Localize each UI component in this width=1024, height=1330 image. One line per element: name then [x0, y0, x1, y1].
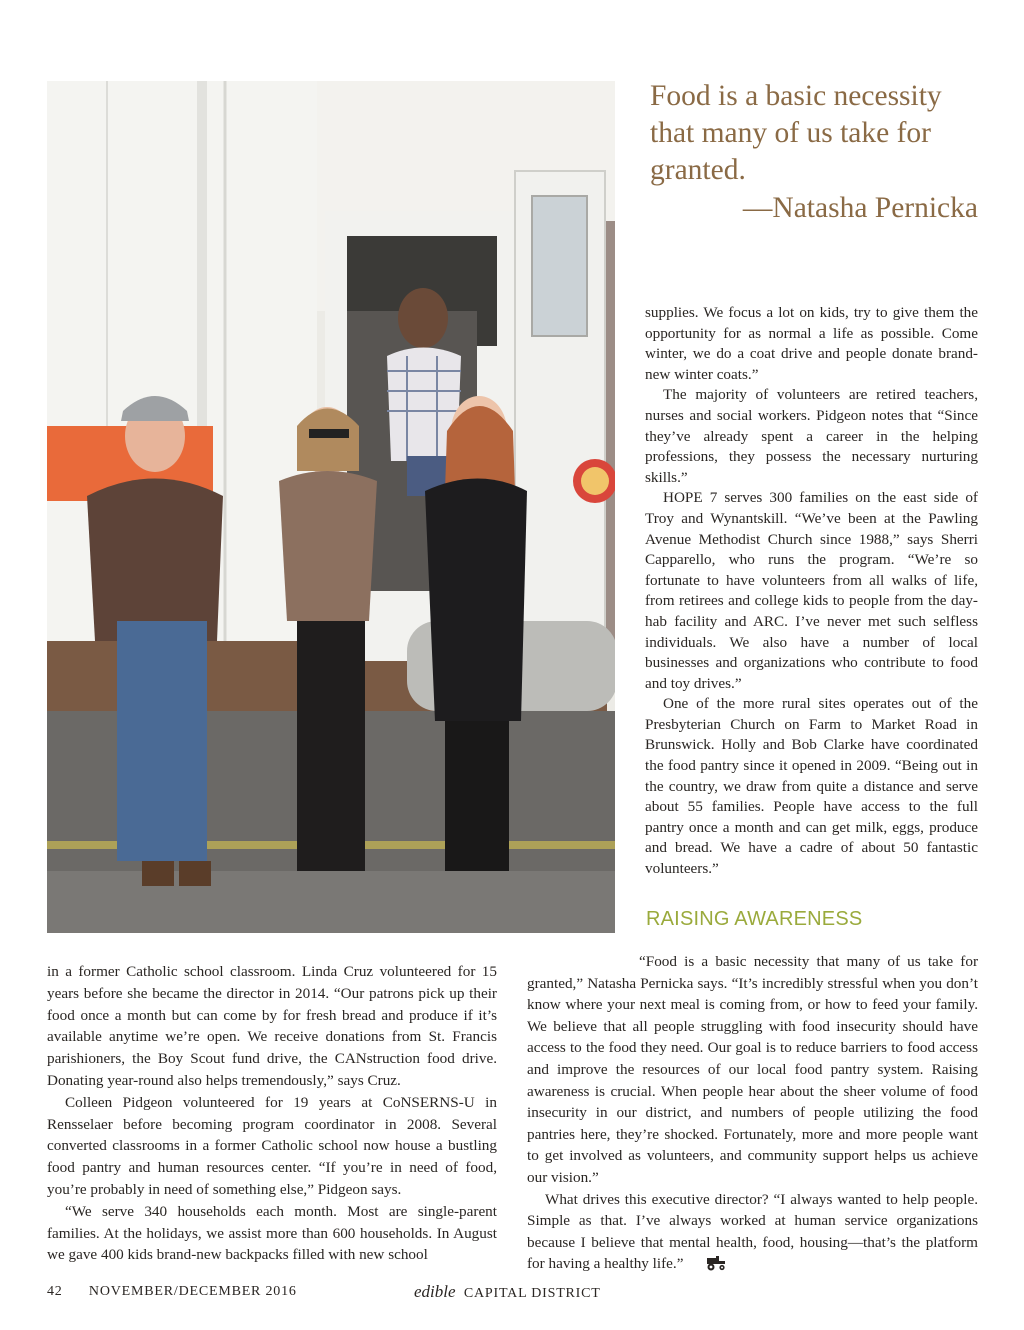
magazine-name [414, 1282, 601, 1302]
right-column [645, 303, 978, 880]
paragraph: The majority of volunteers are retired teachers, nurses and social workers. Pidgeon notes that “Since they’ve already spent a career in the helping professions, they possess the necessary nurturing skills.” [645, 386, 978, 486]
paragraph: HOPE 7 serves 300 families on the east side of Troy and Wynantskill. “We’ve been at the Pawling Avenue Methodist Church since 1988,” says Sherri Capparello, who runs the program. “We’re so fortunate to have volunteers from all walks of life, from retirees and college kids to people from the day-hab facility and ARC. I’ve never met such selfless individuals. We also have a number of local businesses and organizations who contribute to food and toy drives.” [645, 489, 978, 692]
paragraph: One of the more rural sites operates out of the Presbyterian Church on Farm to Market Road in Brunswick. Holly and Bob Clarke have coordinated the food pantry since it opened in 2009. “Being out in the country, we draw from quite a distance and serve about 55 families. People have access to the full pantry once a month and can get milk, eggs, produce and bread. We have a cadre of about 50 fantastic volunteers.” [645, 695, 978, 878]
paragraph-text: What drives this executive director? “I always wanted to help people. Simple as that. I’ve always worked at human service organizations because I believe that mental health, food, housing—that’s the platform for having a healthy life.” [527, 1190, 978, 1273]
feature-photo [47, 81, 615, 933]
pull-quote [650, 78, 990, 227]
issue-date: NOVEMBER/DECEMBER 2016 [88, 1284, 297, 1299]
page-number: 42 [47, 1284, 63, 1299]
pull-quote-text: Food is a basic necessity that many of us take for granted. [650, 80, 942, 186]
left-column [47, 961, 497, 1266]
paragraph-final [527, 1189, 978, 1278]
volunteers-truck-illustration [47, 81, 615, 933]
paragraph: “We serve 340 households each month. Most are single-parent families. At the holidays, we assist more than 600 households. In August we gave 400 kids brand-new backpacks filled with new school [47, 1202, 497, 1264]
middle-column [527, 951, 978, 1278]
pull-quote-attribution: —Natasha Pernicka [742, 192, 978, 224]
paragraph: Colleen Pidgeon volunteered for 19 years at CoNSERNS-U in Rensselaer before becoming program coordinator in 2008. Several converted classrooms in a former Catholic school now house a bustling food pantry and human resources center. “If you’re in need of food, you’re probably in need of something else,” Pidgeon says. [47, 1093, 497, 1198]
magazine-region: CAPITAL DISTRICT [463, 1286, 601, 1301]
magazine-brand: edible [414, 1282, 456, 1301]
section-heading: RAISING AWARENESS [646, 908, 863, 930]
tractor-icon [687, 1255, 727, 1278]
paragraph: “Food is a basic necessity that many of us take for granted,” Natasha Pernicka says. “It’s incredibly stressful when you don’t know where your next meal is coming from, or how to feed your family. We believe that all people struggling with food insecurity should have access to the food they need. Our goal is to reduce barriers to food access and improve the resources of our local food pantry system. Raising awareness is crucial. When people hear about the sheer volume of food insecurity in our district, and numbers of people utilizing the food pantries here, they’re shocked. Fortunately, more and more people want to get involved as volunteers, and community support helps us achieve our vision.” [527, 953, 978, 1186]
paragraph: in a former Catholic school classroom. Linda Cruz volunteered for 15 years before she became the director in 2014. “Our patrons pick up their food once a month but can come by for fresh bread and produce if it’s available anytime we’re open. We receive donations from St. Francis parishioners, the Boy Scout fund drive, the CANstruction food drive. Donating year-round also helps tremendously,” says Cruz. [47, 963, 497, 1089]
paragraph: supplies. We focus a lot on kids, try to give them the opportunity for as normal a life as possible. Come winter, we do a coat drive and people donate brand-new winter coats.” [645, 304, 978, 383]
page-footer [47, 1284, 297, 1300]
